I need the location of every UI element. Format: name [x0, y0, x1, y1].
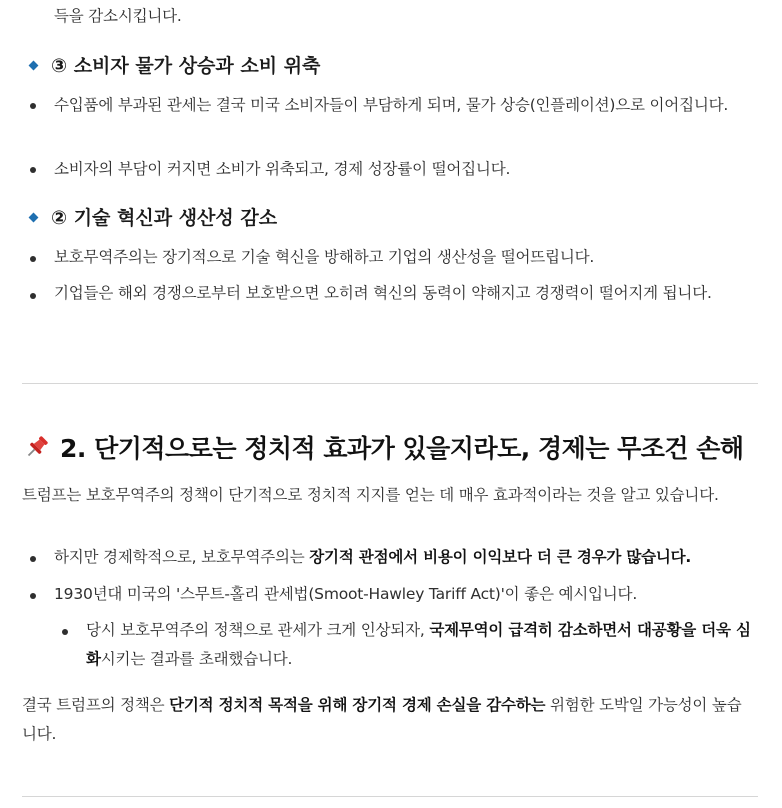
list-item-text: 하지만 경제학적으로, 보호무역주의는: [54, 548, 310, 566]
section-heading-text: ② 기술 혁신과 생산성 감소: [51, 207, 278, 229]
list-item: [54, 543, 754, 572]
bullet-icon: [30, 167, 36, 173]
conclusion-text: 결국 트럼프의 정책은: [22, 696, 170, 714]
sub-bullet-icon: [62, 629, 68, 635]
bullet-icon: [30, 256, 36, 262]
sub-list-item-text: 당시 보호무역주의 정책으로 관세가 크게 인상되자,: [86, 621, 430, 639]
section-heading-text: ③ 소비자 물가 상승과 소비 위축: [51, 55, 321, 77]
diamond-icon: [29, 60, 39, 70]
sub-list-item-text-end: 시키는 결과를 초래했습니다.: [100, 650, 293, 668]
diamond-icon: [29, 212, 39, 222]
section-heading-innovation: [26, 204, 277, 232]
continued-text: 득을 감소시킵니다.: [54, 7, 182, 25]
list-item: 소비자의 부담이 커지면 소비가 위축되고, 경제 성장률이 떨어집니다.: [54, 160, 511, 178]
conclusion-text-end: 위험한 도박일 가능성이 높습니다.: [22, 696, 742, 743]
main-heading-text: 2. 단기적으로는 정치적 효과가 있을지라도, 경제는 무조건 손해: [60, 434, 744, 463]
bullet-icon: [30, 103, 36, 109]
list-item: 기업들은 해외 경쟁으로부터 보호받으면 오히려 혁신의 동력이 약해지고 경쟁력이 떨어지게 됩니다.: [54, 284, 712, 302]
list-item-emphasis: 장기적 관점에서 비용이 이익보다 더 큰 경우가 많습니다.: [309, 548, 692, 566]
list-item: 수입품에 부과된 관세는 결국 미국 소비자들이 부담하게 되며, 물가 상승(인플레이션)으로 이어집니다.: [54, 96, 729, 114]
list-item: 1930년대 미국의 '스무트-홀리 관세법(Smoot-Hawley Tariff Act)'이 좋은 예시입니다.: [54, 585, 638, 603]
intro-paragraph: 트럼프는 보호무역주의 정책이 단기적으로 정치적 지지를 얻는 데 매우 효과적이라는 것을 알고 있습니다.: [22, 486, 719, 504]
section-divider: [22, 383, 758, 384]
bullet-icon: [30, 593, 36, 599]
conclusion-paragraph: [22, 691, 755, 749]
bullet-icon: [30, 556, 36, 562]
pushpin-icon: [24, 434, 50, 469]
conclusion-emphasis: 단기적 정치적 목적을 위해 장기적 경제 손실을 감수하는: [169, 696, 546, 714]
section-heading-consumer-prices: [26, 52, 320, 80]
list-item: 보호무역주의는 장기적으로 기술 혁신을 방해하고 기업의 생산성을 떨어뜨립니다.: [54, 248, 595, 266]
main-heading: [24, 432, 744, 469]
sub-list-item-emphasis: 국제무역이 급격히 감소하면서 대공황을 더욱 심화: [86, 621, 751, 668]
sub-list-item: [86, 616, 754, 674]
section-divider: [22, 796, 758, 797]
bullet-icon: [30, 293, 36, 299]
